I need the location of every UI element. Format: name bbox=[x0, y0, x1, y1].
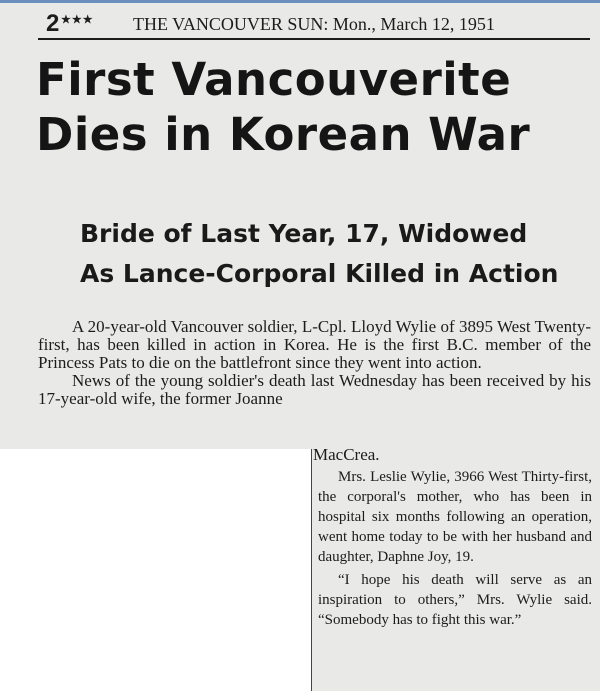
article-column bbox=[318, 467, 592, 630]
subheadline bbox=[80, 214, 592, 294]
column-paragraph-2: “I hope his death will serve as an inspiration to others,” Mrs. Wylie said. “Somebody has to fight this war.” bbox=[318, 572, 592, 628]
headline bbox=[36, 52, 592, 162]
article-paragraph-1: A 20-year-old Vancouver soldier, L-Cpl. Lloyd Wylie of 3895 West Twenty-first, has been killed in action in Korea. He is the first B.C. member of the Princess Pats to die on the battlefront since they went into action. bbox=[38, 317, 591, 372]
column-rule bbox=[311, 449, 312, 691]
continuation-text: MacCrea. bbox=[313, 445, 380, 464]
dateline: THE VANCOUVER SUN: Mon., March 12, 1951 bbox=[133, 14, 495, 34]
headline-line-2: Dies in Korean War bbox=[36, 108, 531, 161]
edition-stars: ★★★ bbox=[61, 14, 94, 26]
article-body bbox=[38, 318, 591, 408]
masthead bbox=[38, 11, 590, 37]
headline-line-1: First Vancouverite bbox=[36, 53, 512, 106]
subheadline-line-2: As Lance-Corporal Killed in Action bbox=[80, 259, 559, 288]
masthead-rule bbox=[38, 38, 590, 40]
page-number: 2 bbox=[46, 10, 60, 37]
subheadline-line-1: Bride of Last Year, 17, Widowed bbox=[80, 219, 528, 248]
viewer-top-border bbox=[0, 0, 600, 3]
column-paragraph-1: Mrs. Leslie Wylie, 3966 West Thirty-first, the corporal's mother, who has been in hospital six months following an operation, went home today to be with her husband and daughter, Daphne Joy, 19. bbox=[318, 469, 592, 565]
article-paragraph-2: News of the young soldier's death last Wednesday has been received by his 17-year-old wife, the former Joanne bbox=[38, 371, 591, 408]
